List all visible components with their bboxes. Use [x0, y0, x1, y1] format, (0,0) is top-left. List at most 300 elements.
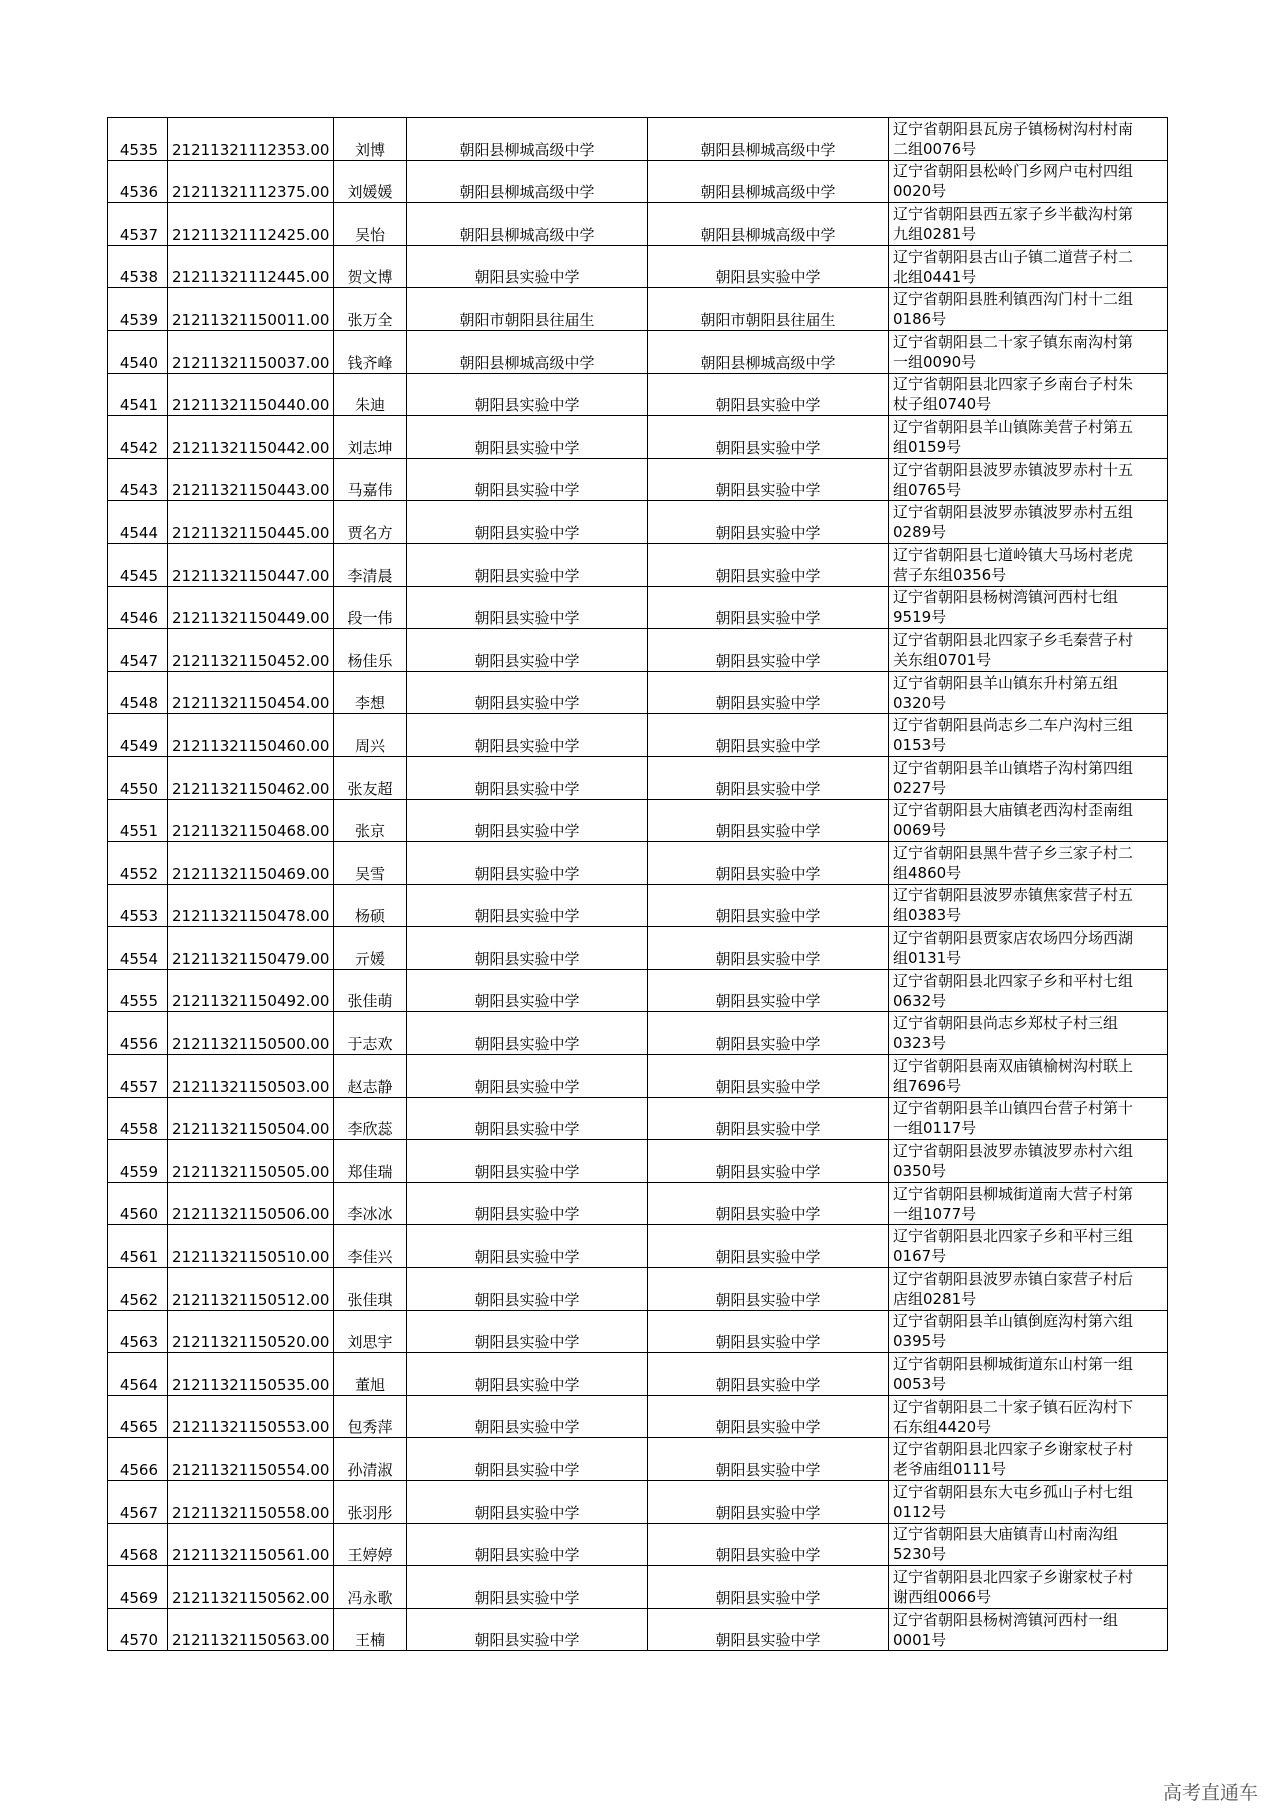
- school-repeat-cell: 朝阳县柳城高级中学: [648, 203, 889, 246]
- row-number-cell: 4536: [108, 160, 168, 203]
- address-line: 0227号: [893, 778, 947, 797]
- school-cell: 朝阳县实验中学: [407, 1481, 648, 1524]
- exam-id-cell: 21211321150479.00: [168, 927, 334, 970]
- school-cell: 朝阳县实验中学: [407, 969, 648, 1012]
- address-line: 九组0281号: [893, 224, 977, 243]
- address-line: 关东组0701号: [893, 650, 992, 669]
- school-repeat-cell: 朝阳县柳城高级中学: [648, 330, 889, 373]
- school-repeat-cell: 朝阳县实验中学: [648, 1012, 889, 1055]
- address-cell: [889, 714, 1168, 757]
- student-name-cell: 刘志坤: [334, 416, 407, 459]
- student-name-cell: 张万全: [334, 288, 407, 331]
- address-cell: [889, 1097, 1168, 1140]
- school-repeat-cell: 朝阳县实验中学: [648, 1566, 889, 1609]
- school-repeat-cell: 朝阳县实验中学: [648, 501, 889, 544]
- address-cell: [889, 1566, 1168, 1609]
- row-number-cell: 4560: [108, 1182, 168, 1225]
- address-line: 石东组4420号: [893, 1417, 992, 1436]
- table-row: [108, 1182, 1168, 1225]
- student-name-cell: 赵志静: [334, 1055, 407, 1098]
- row-number-cell: 4538: [108, 245, 168, 288]
- exam-id-cell: 21211321150460.00: [168, 714, 334, 757]
- row-number-cell: 4551: [108, 799, 168, 842]
- address-line: 辽宁省朝阳县波罗赤镇波罗赤村五组: [893, 503, 1134, 522]
- student-name-cell: 孙清淑: [334, 1438, 407, 1481]
- address-line: 辽宁省朝阳县贾家店农场四分场西湖: [893, 929, 1134, 948]
- table-row: [108, 1140, 1168, 1183]
- address-line: 辽宁省朝阳县北四家子乡和平村三组: [893, 1227, 1134, 1246]
- exam-id-cell: 21211321150558.00: [168, 1481, 334, 1524]
- table-row: [108, 1353, 1168, 1396]
- address-cell: [889, 458, 1168, 501]
- address-cell: [889, 501, 1168, 544]
- table-row: [108, 714, 1168, 757]
- watermark-text: 高考直通车: [1162, 1782, 1258, 1804]
- address-line: 辽宁省朝阳县杨树湾镇河西村七组: [893, 588, 1119, 607]
- address-line: 辽宁省朝阳县大庙镇青山村南沟组: [893, 1525, 1119, 1544]
- school-repeat-cell: 朝阳县实验中学: [648, 714, 889, 757]
- address-line: 辽宁省朝阳县胜利镇西沟门村十二组: [893, 290, 1134, 309]
- address-line: 0167号: [893, 1247, 947, 1266]
- address-line: 0069号: [893, 821, 947, 840]
- row-number-cell: 4543: [108, 458, 168, 501]
- address-line: 组0159号: [893, 437, 962, 456]
- exam-id-cell: 21211321150442.00: [168, 416, 334, 459]
- address-cell: [889, 629, 1168, 672]
- table-row: [108, 543, 1168, 586]
- student-name-cell: 贾名方: [334, 501, 407, 544]
- row-number-cell: 4564: [108, 1353, 168, 1396]
- address-line: 辽宁省朝阳县七道岭镇大马场村老虎: [893, 545, 1134, 564]
- address-line: 辽宁省朝阳县北四家子乡谢家杖子村: [893, 1440, 1134, 1459]
- school-repeat-cell: 朝阳县实验中学: [648, 586, 889, 629]
- student-name-cell: 周兴: [334, 714, 407, 757]
- address-line: 营子东组0356号: [893, 565, 1007, 584]
- table-row: [108, 203, 1168, 246]
- address-line: 辽宁省朝阳县二十家子镇东南沟村第: [893, 332, 1134, 351]
- student-name-cell: 朱迪: [334, 373, 407, 416]
- address-line: 0153号: [893, 736, 947, 755]
- exam-id-cell: 21211321150452.00: [168, 629, 334, 672]
- student-name-cell: 杨佳乐: [334, 629, 407, 672]
- school-cell: 朝阳县实验中学: [407, 1608, 648, 1651]
- address-line: 辽宁省朝阳县波罗赤镇波罗赤村六组: [893, 1142, 1134, 1161]
- address-line: 组0765号: [893, 480, 962, 499]
- school-repeat-cell: 朝阳县实验中学: [648, 416, 889, 459]
- address-line: 辽宁省朝阳县黑牛营子乡三家子村二: [893, 843, 1134, 862]
- address-line: 0395号: [893, 1332, 947, 1351]
- school-cell: 朝阳县实验中学: [407, 1182, 648, 1225]
- student-name-cell: 冯永歌: [334, 1566, 407, 1609]
- address-line: 辽宁省朝阳县羊山镇倒庭沟村第六组: [893, 1312, 1134, 1331]
- table-row: [108, 330, 1168, 373]
- address-cell: [889, 1055, 1168, 1098]
- table-row: [108, 842, 1168, 885]
- table-row: [108, 1225, 1168, 1268]
- table-row: [108, 245, 1168, 288]
- student-name-cell: 郑佳瑞: [334, 1140, 407, 1183]
- exam-id-cell: 21211321150449.00: [168, 586, 334, 629]
- student-name-cell: 杨硕: [334, 884, 407, 927]
- school-repeat-cell: 朝阳县实验中学: [648, 1140, 889, 1183]
- table-row: [108, 1097, 1168, 1140]
- exam-id-cell: 21211321150447.00: [168, 543, 334, 586]
- row-number-cell: 4565: [108, 1395, 168, 1438]
- address-line: 0289号: [893, 523, 947, 542]
- address-cell: [889, 160, 1168, 203]
- school-cell: 朝阳县实验中学: [407, 714, 648, 757]
- student-name-cell: 钱齐峰: [334, 330, 407, 373]
- address-line: 0632号: [893, 991, 947, 1010]
- address-line: 9519号: [893, 608, 947, 627]
- exam-id-cell: 21211321150563.00: [168, 1608, 334, 1651]
- exam-id-cell: 21211321112353.00: [168, 118, 334, 161]
- student-name-cell: 李清晨: [334, 543, 407, 586]
- row-number-cell: 4549: [108, 714, 168, 757]
- row-number-cell: 4541: [108, 373, 168, 416]
- address-line: 辽宁省朝阳县尚志乡二车户沟村三组: [893, 716, 1134, 735]
- address-line: 辽宁省朝阳县波罗赤镇焦家营子村五: [893, 886, 1134, 905]
- student-name-cell: 刘媛媛: [334, 160, 407, 203]
- address-line: 0112号: [893, 1502, 947, 1521]
- school-cell: 朝阳县实验中学: [407, 1055, 648, 1098]
- table-row: [108, 1268, 1168, 1311]
- address-line: 组4860号: [893, 863, 962, 882]
- exam-id-cell: 21211321150506.00: [168, 1182, 334, 1225]
- school-repeat-cell: 朝阳县实验中学: [648, 756, 889, 799]
- address-cell: [889, 799, 1168, 842]
- school-cell: 朝阳县实验中学: [407, 458, 648, 501]
- exam-id-cell: 21211321150561.00: [168, 1523, 334, 1566]
- school-repeat-cell: 朝阳县实验中学: [648, 969, 889, 1012]
- address-line: 二组0076号: [893, 139, 977, 158]
- row-number-cell: 4547: [108, 629, 168, 672]
- table-row: [108, 1608, 1168, 1651]
- row-number-cell: 4550: [108, 756, 168, 799]
- school-cell: 朝阳县实验中学: [407, 756, 648, 799]
- row-number-cell: 4559: [108, 1140, 168, 1183]
- student-name-cell: 贺文博: [334, 245, 407, 288]
- table-row: [108, 458, 1168, 501]
- address-line: 谢西组0066号: [893, 1587, 992, 1606]
- address-line: 一组0090号: [893, 352, 977, 371]
- address-cell: [889, 1608, 1168, 1651]
- address-cell: [889, 1182, 1168, 1225]
- table-row: [108, 1012, 1168, 1055]
- school-cell: 朝阳县实验中学: [407, 1140, 648, 1183]
- school-repeat-cell: 朝阳县实验中学: [648, 1310, 889, 1353]
- school-repeat-cell: 朝阳市朝阳县往届生: [648, 288, 889, 331]
- address-cell: [889, 245, 1168, 288]
- row-number-cell: 4562: [108, 1268, 168, 1311]
- exam-id-cell: 21211321112425.00: [168, 203, 334, 246]
- row-number-cell: 4567: [108, 1481, 168, 1524]
- school-repeat-cell: 朝阳县实验中学: [648, 884, 889, 927]
- exam-id-cell: 21211321150492.00: [168, 969, 334, 1012]
- school-cell: 朝阳县实验中学: [407, 245, 648, 288]
- table-row: [108, 629, 1168, 672]
- address-line: 组0383号: [893, 906, 962, 925]
- address-line: 辽宁省朝阳县羊山镇陈美营子村第五: [893, 417, 1134, 436]
- table-row: [108, 586, 1168, 629]
- school-cell: 朝阳县实验中学: [407, 1225, 648, 1268]
- student-name-cell: 于志欢: [334, 1012, 407, 1055]
- school-cell: 朝阳县实验中学: [407, 1268, 648, 1311]
- address-cell: [889, 1481, 1168, 1524]
- row-number-cell: 4558: [108, 1097, 168, 1140]
- school-cell: 朝阳县实验中学: [407, 629, 648, 672]
- school-repeat-cell: 朝阳县实验中学: [648, 629, 889, 672]
- address-line: 辽宁省朝阳县松岭门乡网户屯村四组: [893, 162, 1134, 181]
- address-line: 辽宁省朝阳县尚志乡郑杖子村三组: [893, 1014, 1119, 1033]
- school-repeat-cell: 朝阳县实验中学: [648, 1268, 889, 1311]
- address-line: 0323号: [893, 1034, 947, 1053]
- row-number-cell: 4555: [108, 969, 168, 1012]
- student-name-cell: 吴怡: [334, 203, 407, 246]
- address-line: 老爷庙组0111号: [893, 1460, 1007, 1479]
- address-line: 组7696号: [893, 1076, 962, 1095]
- address-line: 辽宁省朝阳县波罗赤镇波罗赤村十五: [893, 460, 1134, 479]
- student-name-cell: 张友超: [334, 756, 407, 799]
- table-row: [108, 1055, 1168, 1098]
- student-name-cell: 亓媛: [334, 927, 407, 970]
- student-name-cell: 张羽彤: [334, 1481, 407, 1524]
- exam-id-cell: 21211321150562.00: [168, 1566, 334, 1609]
- table-row: [108, 671, 1168, 714]
- address-cell: [889, 1140, 1168, 1183]
- address-cell: [889, 203, 1168, 246]
- address-cell: [889, 1523, 1168, 1566]
- school-cell: 朝阳县实验中学: [407, 1438, 648, 1481]
- row-number-cell: 4542: [108, 416, 168, 459]
- row-number-cell: 4537: [108, 203, 168, 246]
- address-line: 辽宁省朝阳县东大屯乡孤山子村七组: [893, 1482, 1134, 1501]
- student-name-cell: 李佳兴: [334, 1225, 407, 1268]
- exam-id-cell: 21211321150469.00: [168, 842, 334, 885]
- address-line: 辽宁省朝阳县古山子镇二道营子村二: [893, 247, 1134, 266]
- school-cell: 朝阳县柳城高级中学: [407, 118, 648, 161]
- address-line: 辽宁省朝阳县柳城街道东山村第一组: [893, 1355, 1134, 1374]
- address-line: 辽宁省朝阳县南双庙镇榆树沟村联上: [893, 1056, 1134, 1075]
- school-repeat-cell: 朝阳县实验中学: [648, 1225, 889, 1268]
- table-row: [108, 1310, 1168, 1353]
- exam-id-cell: 21211321150503.00: [168, 1055, 334, 1098]
- table-row: [108, 799, 1168, 842]
- school-cell: 朝阳县实验中学: [407, 1097, 648, 1140]
- student-name-cell: 段一伟: [334, 586, 407, 629]
- table-row: [108, 501, 1168, 544]
- address-line: 辽宁省朝阳县北四家子乡和平村七组: [893, 971, 1134, 990]
- student-name-cell: 李欣蕊: [334, 1097, 407, 1140]
- school-cell: 朝阳县实验中学: [407, 1310, 648, 1353]
- address-line: 辽宁省朝阳县波罗赤镇白家营子村后: [893, 1269, 1134, 1288]
- table-row: [108, 373, 1168, 416]
- school-cell: 朝阳县实验中学: [407, 884, 648, 927]
- address-line: 辽宁省朝阳县大庙镇老西沟村歪南组: [893, 801, 1134, 820]
- exam-id-cell: 21211321112445.00: [168, 245, 334, 288]
- school-cell: 朝阳县实验中学: [407, 543, 648, 586]
- school-repeat-cell: 朝阳县实验中学: [648, 799, 889, 842]
- school-cell: 朝阳县实验中学: [407, 1523, 648, 1566]
- address-line: 辽宁省朝阳县北四家子乡南台子村朱: [893, 375, 1134, 394]
- row-number-cell: 4548: [108, 671, 168, 714]
- school-cell: 朝阳县实验中学: [407, 1353, 648, 1396]
- table-row: [108, 288, 1168, 331]
- table-row: [108, 1395, 1168, 1438]
- table-row: [108, 416, 1168, 459]
- address-line: 店组0281号: [893, 1289, 977, 1308]
- table-row: [108, 1523, 1168, 1566]
- address-line: 辽宁省朝阳县二十家子镇石匠沟村下: [893, 1397, 1134, 1416]
- exam-id-cell: 21211321150504.00: [168, 1097, 334, 1140]
- student-name-cell: 王婷婷: [334, 1523, 407, 1566]
- exam-id-cell: 21211321150445.00: [168, 501, 334, 544]
- address-cell: [889, 1395, 1168, 1438]
- row-number-cell: 4557: [108, 1055, 168, 1098]
- school-cell: 朝阳县实验中学: [407, 1566, 648, 1609]
- row-number-cell: 4539: [108, 288, 168, 331]
- address-cell: [889, 1012, 1168, 1055]
- address-cell: [889, 671, 1168, 714]
- student-name-cell: 张佳萌: [334, 969, 407, 1012]
- address-cell: [889, 288, 1168, 331]
- school-repeat-cell: 朝阳县实验中学: [648, 1608, 889, 1651]
- table-row: [108, 756, 1168, 799]
- address-cell: [889, 416, 1168, 459]
- address-cell: [889, 842, 1168, 885]
- row-number-cell: 4553: [108, 884, 168, 927]
- school-cell: 朝阳县柳城高级中学: [407, 160, 648, 203]
- address-line: 0020号: [893, 182, 947, 201]
- row-number-cell: 4563: [108, 1310, 168, 1353]
- school-cell: 朝阳县实验中学: [407, 927, 648, 970]
- school-repeat-cell: 朝阳县实验中学: [648, 1438, 889, 1481]
- exam-id-cell: 21211321150512.00: [168, 1268, 334, 1311]
- row-number-cell: 4561: [108, 1225, 168, 1268]
- school-cell: 朝阳市朝阳县往届生: [407, 288, 648, 331]
- address-line: 一组1077号: [893, 1204, 977, 1223]
- school-cell: 朝阳县实验中学: [407, 501, 648, 544]
- student-name-cell: 刘思宇: [334, 1310, 407, 1353]
- school-cell: 朝阳县实验中学: [407, 586, 648, 629]
- table-row: [108, 1481, 1168, 1524]
- school-repeat-cell: 朝阳县实验中学: [648, 1481, 889, 1524]
- student-name-cell: 张京: [334, 799, 407, 842]
- row-number-cell: 4568: [108, 1523, 168, 1566]
- address-cell: [889, 1353, 1168, 1396]
- address-line: 辽宁省朝阳县杨树湾镇河西村一组: [893, 1610, 1119, 1629]
- address-line: 0186号: [893, 310, 947, 329]
- student-name-cell: 李冰冰: [334, 1182, 407, 1225]
- table-row: [108, 969, 1168, 1012]
- student-name-cell: 王楠: [334, 1608, 407, 1651]
- address-line: 辽宁省朝阳县北四家子乡谢家杖子村: [893, 1567, 1134, 1586]
- exam-id-cell: 21211321150553.00: [168, 1395, 334, 1438]
- address-cell: [889, 118, 1168, 161]
- school-repeat-cell: 朝阳县柳城高级中学: [648, 118, 889, 161]
- school-cell: 朝阳县实验中学: [407, 416, 648, 459]
- address-cell: [889, 969, 1168, 1012]
- address-line: 辽宁省朝阳县瓦房子镇杨树沟村村南: [893, 119, 1134, 138]
- school-cell: 朝阳县实验中学: [407, 1012, 648, 1055]
- exam-id-cell: 21211321150468.00: [168, 799, 334, 842]
- exam-id-cell: 21211321150520.00: [168, 1310, 334, 1353]
- student-name-cell: 刘博: [334, 118, 407, 161]
- school-repeat-cell: 朝阳县实验中学: [648, 1182, 889, 1225]
- address-line: 0320号: [893, 693, 947, 712]
- row-number-cell: 4566: [108, 1438, 168, 1481]
- address-cell: [889, 756, 1168, 799]
- school-cell: 朝阳县实验中学: [407, 373, 648, 416]
- row-number-cell: 4556: [108, 1012, 168, 1055]
- exam-id-cell: 21211321150500.00: [168, 1012, 334, 1055]
- exam-id-cell: 21211321150037.00: [168, 330, 334, 373]
- student-name-cell: 李想: [334, 671, 407, 714]
- row-number-cell: 4554: [108, 927, 168, 970]
- school-repeat-cell: 朝阳县实验中学: [648, 671, 889, 714]
- row-number-cell: 4540: [108, 330, 168, 373]
- school-cell: 朝阳县实验中学: [407, 799, 648, 842]
- row-number-cell: 4546: [108, 586, 168, 629]
- school-cell: 朝阳县实验中学: [407, 842, 648, 885]
- school-repeat-cell: 朝阳县实验中学: [648, 543, 889, 586]
- row-number-cell: 4535: [108, 118, 168, 161]
- school-repeat-cell: 朝阳县实验中学: [648, 1097, 889, 1140]
- table-row: [108, 884, 1168, 927]
- row-number-cell: 4552: [108, 842, 168, 885]
- school-cell: 朝阳县实验中学: [407, 671, 648, 714]
- exam-id-cell: 21211321150510.00: [168, 1225, 334, 1268]
- address-cell: [889, 1438, 1168, 1481]
- address-line: 辽宁省朝阳县北四家子乡毛秦营子村: [893, 630, 1134, 649]
- address-cell: [889, 543, 1168, 586]
- address-cell: [889, 884, 1168, 927]
- table-row: [108, 1566, 1168, 1609]
- row-number-cell: 4570: [108, 1608, 168, 1651]
- school-repeat-cell: 朝阳县实验中学: [648, 245, 889, 288]
- address-cell: [889, 373, 1168, 416]
- school-repeat-cell: 朝阳县实验中学: [648, 1353, 889, 1396]
- student-name-cell: 马嘉伟: [334, 458, 407, 501]
- school-repeat-cell: 朝阳县实验中学: [648, 1055, 889, 1098]
- exam-id-cell: 21211321150443.00: [168, 458, 334, 501]
- address-cell: [889, 927, 1168, 970]
- table-row: [108, 118, 1168, 161]
- address-line: 辽宁省朝阳县羊山镇四台营子村第十: [893, 1099, 1134, 1118]
- row-number-cell: 4544: [108, 501, 168, 544]
- address-line: 5230号: [893, 1545, 947, 1564]
- school-cell: 朝阳县柳城高级中学: [407, 330, 648, 373]
- table-row: [108, 1438, 1168, 1481]
- school-cell: 朝阳县实验中学: [407, 1395, 648, 1438]
- exam-id-cell: 21211321112375.00: [168, 160, 334, 203]
- exam-id-cell: 21211321150505.00: [168, 1140, 334, 1183]
- address-line: 0053号: [893, 1375, 947, 1394]
- student-name-cell: 董旭: [334, 1353, 407, 1396]
- row-number-cell: 4569: [108, 1566, 168, 1609]
- student-table: [107, 117, 1168, 1651]
- school-repeat-cell: 朝阳县实验中学: [648, 458, 889, 501]
- exam-id-cell: 21211321150462.00: [168, 756, 334, 799]
- address-line: 辽宁省朝阳县羊山镇东升村第五组: [893, 673, 1119, 692]
- address-line: 0001号: [893, 1630, 947, 1649]
- table-row: [108, 927, 1168, 970]
- exam-id-cell: 21211321150454.00: [168, 671, 334, 714]
- address-line: 0350号: [893, 1162, 947, 1181]
- address-line: 北组0441号: [893, 267, 977, 286]
- student-name-cell: 包秀萍: [334, 1395, 407, 1438]
- address-line: 辽宁省朝阳县羊山镇塔子沟村第四组: [893, 758, 1134, 777]
